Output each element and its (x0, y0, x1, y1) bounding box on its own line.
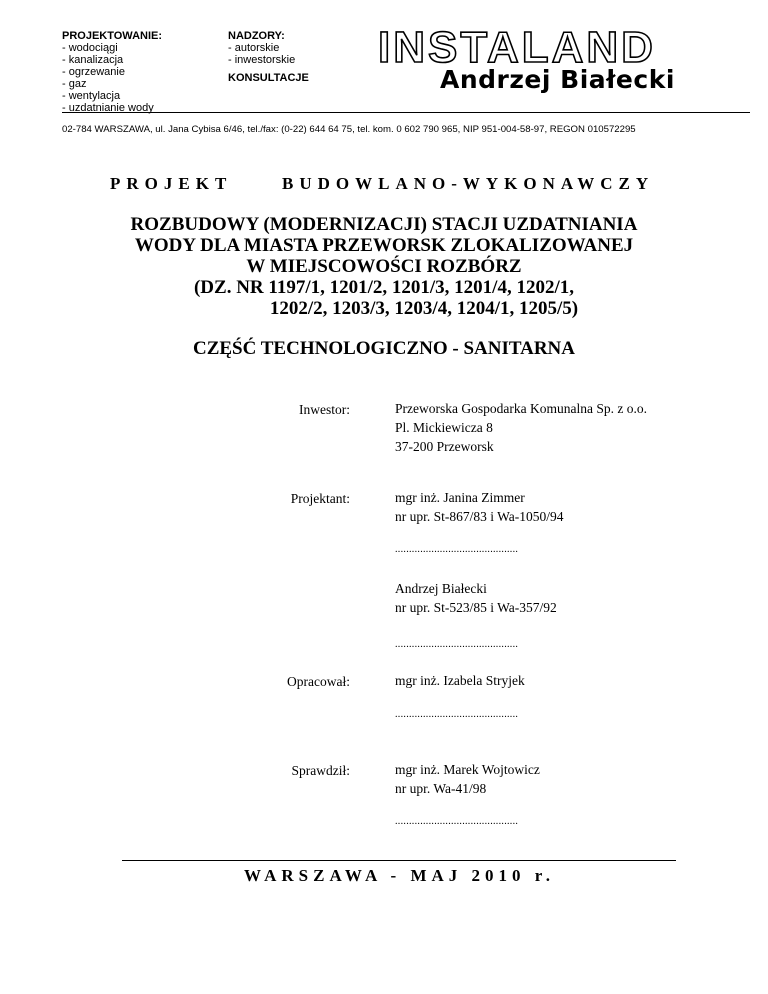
place-date: WARSZAWA - MAJ 2010 r. (244, 866, 556, 885)
title-line: 1202/2, 1203/3, 1203/4, 1204/1, 1205/5) (269, 298, 579, 319)
service-item: - wentylacja (62, 90, 121, 102)
investor-line: Przeworska Gospodarka Komunalna Sp. z o.o. (395, 401, 647, 416)
company-logo: INSTALAND (378, 23, 656, 72)
designer-name: Andrzej Białecki (395, 581, 487, 596)
services-heading: PROJEKTOWANIE: (62, 30, 163, 42)
doc-type-kind: BUDOWLANO-WYKONAWCZY (282, 174, 655, 193)
designer-license: nr upr. St-867/83 i Wa-1050/94 (395, 509, 564, 524)
prepared-name: mgr inż. Izabela Stryjek (395, 673, 525, 688)
designer-name: mgr inż. Janina Zimmer (395, 490, 525, 505)
service-item: - uzdatnianie wody (62, 102, 154, 114)
investor-line: Pl. Mickiewicza 8 (395, 420, 493, 435)
checker-name: mgr inż. Marek Wojtowicz (395, 762, 540, 777)
supervision-item: - autorskie (228, 42, 280, 54)
company-address: 02-784 WARSZAWA, ul. Jana Cybisa 6/46, tel./fax: (0-22) 644 64 75, tel. kom. 0 602 790 965, NIP 951-004-58-97, REGON 010572295 (62, 124, 636, 135)
title-line: WODY DLA MIASTA PRZEWORSK ZLOKALIZOWANEJ (134, 235, 634, 256)
signature-line: ............................................ (395, 639, 519, 650)
title-line: W MIEJSCOWOŚCI ROZBÓRZ (246, 256, 522, 277)
signature-line: ............................................ (395, 709, 519, 720)
consultation-label (228, 72, 309, 84)
prepared-label: Opracował: (287, 674, 350, 689)
document-part: CZĘŚĆ TECHNOLOGICZNO - SANITARNA (192, 338, 575, 359)
title-line: (DZ. NR 1197/1, 1201/2, 1201/3, 1201/4, 1202/1, (193, 277, 574, 298)
signature-line: ............................................ (395, 816, 519, 827)
checker-license: nr upr. Wa-41/98 (395, 781, 487, 796)
service-item: - ogrzewanie (62, 66, 125, 78)
designer-license: nr upr. St-523/85 i Wa-357/92 (395, 600, 557, 615)
header-divider (62, 112, 750, 113)
service-item: - kanalizacja (62, 54, 124, 66)
designer-2 (395, 579, 557, 617)
designer-label: Projektant: (290, 491, 350, 506)
investor-label: Inwestor: (299, 402, 350, 417)
doc-type-project: PROJEKT (110, 174, 233, 193)
services-list (62, 30, 162, 114)
consultation-text: KONSULTACJE (228, 72, 309, 84)
supervision-item: - inwestorskie (228, 54, 296, 66)
service-item: - wodociągi (62, 42, 118, 54)
logo-owner-name: Andrzej Białecki (440, 65, 675, 94)
service-item: - gaz (62, 78, 87, 90)
signature-line: ............................................ (395, 544, 519, 555)
investor-details (395, 399, 647, 456)
footer-divider (122, 860, 676, 861)
document-title (84, 214, 684, 319)
supervision-list (228, 30, 295, 66)
title-line: ROZBUDOWY (MODERNIZACJI) STACJI UZDATNIANIA (130, 214, 638, 235)
designer-1 (395, 488, 564, 526)
supervision-heading: NADZORY: (228, 30, 285, 42)
checked-label: Sprawdził: (291, 763, 350, 778)
checked-details (395, 760, 540, 798)
investor-line: 37-200 Przeworsk (395, 439, 494, 454)
